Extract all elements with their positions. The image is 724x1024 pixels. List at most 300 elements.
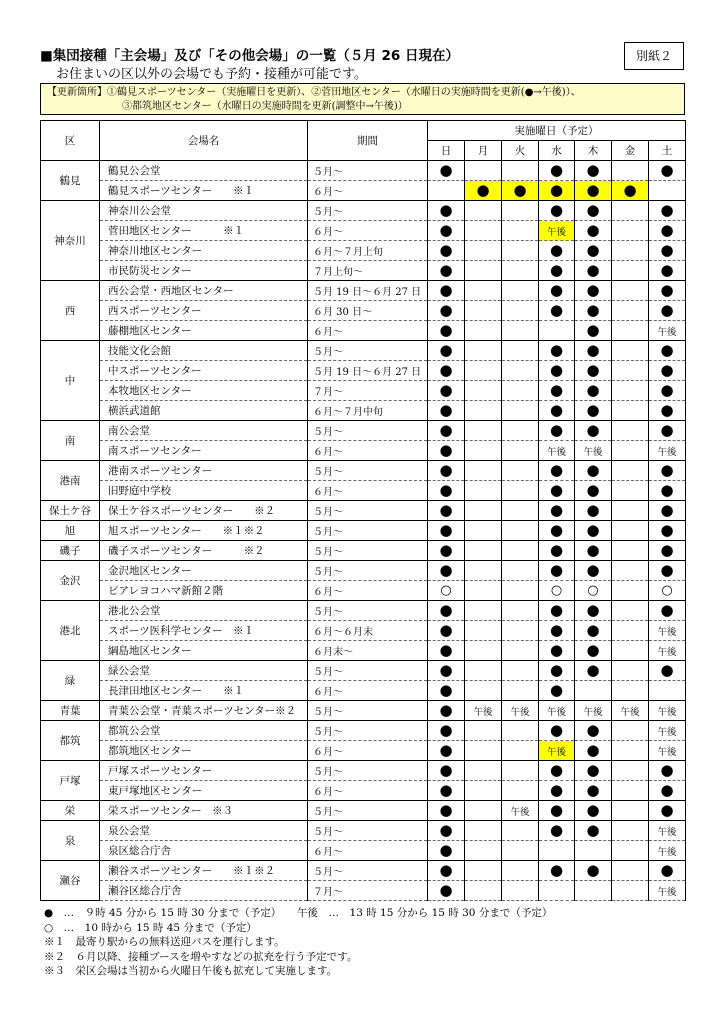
day-cell-mon: 午後 (465, 701, 502, 721)
day-cell-thu: ○ (575, 581, 612, 601)
day-cell-fri (612, 721, 649, 741)
period-cell: ６月末～ (308, 641, 428, 661)
ward-cell: 港北 (41, 601, 100, 661)
table-row (41, 641, 686, 661)
ward-cell: 神奈川 (41, 201, 100, 281)
period-cell: ６月～ (308, 321, 428, 341)
day-cell-wed (539, 321, 575, 341)
day-cell-thu: ● (575, 781, 612, 801)
day-cell-thu: ● (575, 161, 612, 181)
day-cell-wed: ● (539, 521, 575, 541)
day-cell-fri (612, 681, 649, 701)
day-cell-sun: ● (428, 361, 465, 381)
table-row (41, 201, 686, 221)
day-cell-wed: ● (539, 761, 575, 781)
day-cell-fri (612, 441, 649, 461)
day-cell-wed: ● (539, 161, 575, 181)
ward-cell: 瀬谷 (41, 861, 100, 901)
table-row (41, 741, 686, 761)
venue-cell: 東戸塚地区センター (100, 781, 308, 801)
day-cell-thu: ● (575, 381, 612, 401)
period-cell: ７月～ (308, 381, 428, 401)
day-cell-thu: ● (575, 261, 612, 281)
day-cell-tue (502, 261, 539, 281)
period-cell: ５月～ (308, 661, 428, 681)
day-cell-sat: ● (649, 601, 686, 621)
period-cell: ６月～７月上旬 (308, 241, 428, 261)
day-cell-sat: ● (649, 301, 686, 321)
header-day-sun: 日 (428, 141, 465, 161)
day-cell-sun: ● (428, 721, 465, 741)
venue-cell: 神奈川地区センター (100, 241, 308, 261)
day-cell-thu: ● (575, 281, 612, 301)
day-cell-fri (612, 341, 649, 361)
update-line-1 (47, 86, 678, 100)
venue-cell: 南公会堂 (100, 421, 308, 441)
day-cell-sat: 午後 (649, 701, 686, 721)
table-row (41, 681, 686, 701)
day-cell-fri (612, 201, 649, 221)
day-cell-sat: ● (649, 661, 686, 681)
day-cell-wed: ● (539, 421, 575, 441)
day-cell-mon (465, 361, 502, 381)
header-day-sat: 土 (649, 141, 686, 161)
day-cell-fri (612, 801, 649, 821)
day-cell-mon (465, 281, 502, 301)
table-row (41, 381, 686, 401)
day-cell-tue (502, 501, 539, 521)
day-cell-wed: ● (539, 601, 575, 621)
day-cell-fri (612, 521, 649, 541)
venue-table (40, 120, 686, 901)
update-label: 【更新箇所】 (47, 87, 107, 98)
day-cell-sun: ● (428, 441, 465, 461)
venue-cell: 金沢地区センター (100, 561, 308, 581)
day-cell-thu: ● (575, 461, 612, 481)
day-cell-fri (612, 741, 649, 761)
day-cell-fri (612, 461, 649, 481)
day-cell-thu (575, 681, 612, 701)
day-cell-wed: ● (539, 561, 575, 581)
day-cell-tue (502, 221, 539, 241)
day-cell-thu: ● (575, 761, 612, 781)
day-cell-sun: ● (428, 621, 465, 641)
day-cell-tue (502, 461, 539, 481)
day-cell-thu: ● (575, 401, 612, 421)
day-cell-thu: ● (575, 341, 612, 361)
day-cell-sat: ● (649, 561, 686, 581)
day-cell-tue (502, 821, 539, 841)
venue-cell: 南スポーツセンター (100, 441, 308, 461)
day-cell-fri (612, 781, 649, 801)
day-cell-sun: ● (428, 281, 465, 301)
day-cell-fri (612, 621, 649, 641)
venue-cell: 市民防災センター (100, 261, 308, 281)
day-cell-sun: ● (428, 741, 465, 761)
day-cell-sun: ● (428, 341, 465, 361)
day-cell-wed: 午後 (539, 701, 575, 721)
legend-item: ○ … 10 時から 15 時 45 分まで（予定） (44, 921, 257, 934)
day-cell-mon (465, 381, 502, 401)
venue-cell: 中スポーツセンター (100, 361, 308, 381)
table-row (41, 461, 686, 481)
day-cell-fri (612, 501, 649, 521)
day-cell-sun: ● (428, 481, 465, 501)
day-cell-tue (502, 601, 539, 621)
day-cell-tue (502, 861, 539, 881)
day-cell-thu: ● (575, 521, 612, 541)
period-cell: ５月～ (308, 701, 428, 721)
day-cell-sat: ● (649, 341, 686, 361)
venue-cell: ビアレヨコハマ新館２階 (100, 581, 308, 601)
table-header (41, 121, 686, 161)
venue-cell: 鶴見公会堂 (100, 161, 308, 181)
day-cell-mon (465, 521, 502, 541)
venue-cell: 神奈川公会堂 (100, 201, 308, 221)
day-cell-sat: 午後 (649, 741, 686, 761)
day-cell-mon (465, 321, 502, 341)
table-row (41, 521, 686, 541)
ward-cell: 南 (41, 421, 100, 461)
day-cell-wed (539, 841, 575, 861)
day-cell-sat: 午後 (649, 841, 686, 861)
day-cell-sun: ● (428, 861, 465, 881)
header-venue: 会場名 (100, 121, 308, 161)
period-cell: ６月～ (308, 681, 428, 701)
page-title: ■集団接種「主会場」及び「その他会場」の一覧（５月 26 日現在） (40, 48, 459, 64)
ward-cell: 中 (41, 341, 100, 421)
period-cell: ６月～ (308, 741, 428, 761)
period-cell: ５月～ (308, 721, 428, 741)
day-cell-mon (465, 201, 502, 221)
day-cell-thu: 午後 (575, 701, 612, 721)
day-cell-thu (575, 841, 612, 861)
day-cell-sun: ○ (428, 581, 465, 601)
table-row (41, 261, 686, 281)
period-cell: ６月～ (308, 581, 428, 601)
header-day-mon: 月 (465, 141, 502, 161)
period-cell: ７月～ (308, 881, 428, 901)
day-cell-tue (502, 541, 539, 561)
day-cell-fri (612, 281, 649, 301)
day-cell-wed: ○ (539, 581, 575, 601)
day-cell-tue (502, 301, 539, 321)
legend-item: ※２ ６月以降、接種ブースを増やすなどの拡充を行う予定です。 (44, 950, 358, 963)
ward-cell: 旭 (41, 521, 100, 541)
period-cell: ５月～ (308, 461, 428, 481)
day-cell-mon (465, 841, 502, 861)
day-cell-mon (465, 301, 502, 321)
legend-item: ※３ 栄区会場は当初から火曜日午後も拡充して実施します。 (44, 965, 338, 977)
day-cell-wed: ● (539, 541, 575, 561)
table-row (41, 501, 686, 521)
day-cell-wed: ● (539, 301, 575, 321)
day-cell-wed: ● (539, 861, 575, 881)
day-cell-wed: ● (539, 781, 575, 801)
venue-cell: 瀬谷区総合庁舎 (100, 881, 308, 901)
day-cell-sun: ● (428, 241, 465, 261)
venue-cell: 青葉公会堂・青葉スポーツセンター※２ (100, 701, 308, 721)
day-cell-tue (502, 381, 539, 401)
day-cell-mon (465, 461, 502, 481)
day-cell-fri (612, 321, 649, 341)
day-cell-mon (465, 581, 502, 601)
day-cell-mon (465, 781, 502, 801)
day-cell-sun: ● (428, 541, 465, 561)
venue-cell: 長津田地区センター ※１ (100, 681, 308, 701)
day-cell-tue (502, 581, 539, 601)
update-line-2: ③都筑地区センター（水曜日の実施時間を更新(調整中→午後)） (122, 101, 408, 112)
day-cell-sun: ● (428, 401, 465, 421)
day-cell-mon (465, 621, 502, 641)
period-cell: ７月上旬～ (308, 261, 428, 281)
day-cell-mon (465, 741, 502, 761)
day-cell-fri (612, 421, 649, 441)
day-cell-fri (612, 821, 649, 841)
period-cell: ６月～ (308, 841, 428, 861)
table-row (41, 481, 686, 501)
period-cell: ６月～ (308, 781, 428, 801)
day-cell-tue (502, 341, 539, 361)
day-cell-sat: 午後 (649, 881, 686, 901)
day-cell-wed: ● (539, 721, 575, 741)
day-cell-sun: ● (428, 201, 465, 221)
period-cell: ５月～ (308, 801, 428, 821)
venue-cell: 技能文化会館 (100, 341, 308, 361)
day-cell-tue: ● (502, 181, 539, 201)
day-cell-tue (502, 321, 539, 341)
day-cell-thu: ● (575, 721, 612, 741)
day-cell-sun: ● (428, 321, 465, 341)
day-cell-fri: ● (612, 181, 649, 201)
ward-cell: 栄 (41, 801, 100, 821)
day-cell-sun (428, 181, 465, 201)
day-cell-thu: ● (575, 361, 612, 381)
day-cell-wed: ● (539, 381, 575, 401)
day-cell-wed: ● (539, 261, 575, 281)
venue-cell: 旧野庭中学校 (100, 481, 308, 501)
day-cell-tue (502, 401, 539, 421)
day-cell-thu: ● (575, 821, 612, 841)
day-cell-mon (465, 541, 502, 561)
day-cell-sun: ● (428, 601, 465, 621)
table-row (41, 281, 686, 301)
day-cell-tue (502, 761, 539, 781)
day-cell-sat: ● (649, 501, 686, 521)
day-cell-sun: ● (428, 881, 465, 901)
day-cell-wed: 午後 (539, 441, 575, 461)
day-cell-thu: ● (575, 661, 612, 681)
venue-cell: 藤棚地区センター (100, 321, 308, 341)
day-cell-tue (502, 641, 539, 661)
day-cell-sun: ● (428, 521, 465, 541)
table-row (41, 421, 686, 441)
period-cell: ６月～７月中旬 (308, 401, 428, 421)
attachment-badge: 別紙２ (624, 42, 684, 70)
table-row (41, 841, 686, 861)
table-row (41, 701, 686, 721)
period-cell: ５月～ (308, 861, 428, 881)
day-cell-wed (539, 881, 575, 901)
update-text-1: ①鶴見スポーツセンター（実施曜日を更新）、②菅田地区センター（水曜日の実施時間を更新(●→午後)）、 (107, 87, 581, 98)
day-cell-thu: ● (575, 321, 612, 341)
table-row (41, 561, 686, 581)
day-cell-wed: ● (539, 481, 575, 501)
day-cell-wed: ● (539, 361, 575, 381)
day-cell-sat: ● (649, 361, 686, 381)
period-cell: ６月～６月末 (308, 621, 428, 641)
day-cell-tue (502, 621, 539, 641)
period-cell: ５月～ (308, 521, 428, 541)
day-cell-tue (502, 241, 539, 261)
table-row (41, 361, 686, 381)
period-cell: ５月 19 日～６月 27 日 (308, 281, 428, 301)
day-cell-tue (502, 721, 539, 741)
day-cell-thu: ● (575, 601, 612, 621)
day-cell-wed: ● (539, 821, 575, 841)
table-row (41, 581, 686, 601)
day-cell-wed: ● (539, 621, 575, 641)
day-cell-sat: ● (649, 861, 686, 881)
day-cell-mon (465, 341, 502, 361)
day-cell-fri (612, 641, 649, 661)
day-cell-mon (465, 161, 502, 181)
day-cell-sat: 午後 (649, 721, 686, 741)
day-cell-mon (465, 401, 502, 421)
table-row (41, 881, 686, 901)
period-cell: ５月～ (308, 561, 428, 581)
day-cell-thu: ● (575, 301, 612, 321)
period-cell: ６月～ (308, 441, 428, 461)
day-cell-sun: ● (428, 461, 465, 481)
day-cell-mon (465, 261, 502, 281)
venue-cell: 瀬谷スポーツセンター ※１※２ (100, 861, 308, 881)
day-cell-thu: ● (575, 801, 612, 821)
day-cell-mon (465, 801, 502, 821)
day-cell-tue (502, 681, 539, 701)
day-cell-mon (465, 821, 502, 841)
venue-cell: 港南スポーツセンター (100, 461, 308, 481)
ward-cell: 都筑 (41, 721, 100, 761)
day-cell-fri (612, 861, 649, 881)
day-cell-fri (612, 561, 649, 581)
venue-cell: 港北公会堂 (100, 601, 308, 621)
day-cell-sat: ● (649, 461, 686, 481)
day-cell-sun: ● (428, 261, 465, 281)
period-cell: ６月～ (308, 181, 428, 201)
day-cell-mon (465, 721, 502, 741)
header-period: 期間 (308, 121, 428, 161)
period-cell: ６月～ (308, 481, 428, 501)
table-row (41, 181, 686, 201)
day-cell-sun: ● (428, 561, 465, 581)
day-cell-fri: 午後 (612, 701, 649, 721)
day-cell-sat: ● (649, 421, 686, 441)
table-row (41, 441, 686, 461)
day-cell-mon (465, 481, 502, 501)
day-cell-wed: ● (539, 501, 575, 521)
header-day-tue: 火 (502, 141, 539, 161)
day-cell-mon (465, 761, 502, 781)
day-cell-fri (612, 881, 649, 901)
venue-cell: 菅田地区センター ※１ (100, 221, 308, 241)
ward-cell: 金沢 (41, 561, 100, 601)
table-row (41, 761, 686, 781)
day-cell-mon (465, 681, 502, 701)
day-cell-sat: ● (649, 781, 686, 801)
table-row (41, 861, 686, 881)
day-cell-fri (612, 761, 649, 781)
day-cell-sun: ● (428, 301, 465, 321)
day-cell-mon (465, 421, 502, 441)
ward-cell: 青葉 (41, 701, 100, 721)
ward-cell: 西 (41, 281, 100, 341)
venue-cell: 西スポーツセンター (100, 301, 308, 321)
day-cell-sun: ● (428, 681, 465, 701)
period-cell: ５月 19 日～６月 27 日 (308, 361, 428, 381)
day-cell-sun: ● (428, 641, 465, 661)
day-cell-fri (612, 601, 649, 621)
day-cell-thu: ● (575, 621, 612, 641)
table-row (41, 821, 686, 841)
ward-cell: 保土ケ谷 (41, 501, 100, 521)
day-cell-sun: ● (428, 781, 465, 801)
ward-cell: 鶴見 (41, 161, 100, 201)
header-days-group: 実施曜日（予定） (428, 121, 686, 141)
day-cell-thu: ● (575, 561, 612, 581)
day-cell-wed: ● (539, 661, 575, 681)
day-cell-sun: ● (428, 381, 465, 401)
day-cell-sun: ● (428, 421, 465, 441)
day-cell-mon (465, 441, 502, 461)
update-notice (40, 83, 685, 115)
day-cell-thu: ● (575, 501, 612, 521)
day-cell-thu: ● (575, 541, 612, 561)
day-cell-sat: ● (649, 521, 686, 541)
venue-cell: 綱島地区センター (100, 641, 308, 661)
day-cell-sat: ● (649, 401, 686, 421)
day-cell-sun: ● (428, 501, 465, 521)
day-cell-mon (465, 501, 502, 521)
venue-cell: 泉公会堂 (100, 821, 308, 841)
day-cell-thu: ● (575, 181, 612, 201)
day-cell-sat: ● (649, 761, 686, 781)
table-row (41, 781, 686, 801)
day-cell-tue (502, 361, 539, 381)
day-cell-sun: ● (428, 761, 465, 781)
day-cell-sun: ● (428, 821, 465, 841)
day-cell-wed: ● (539, 181, 575, 201)
day-cell-sun: ● (428, 701, 465, 721)
day-cell-thu: ● (575, 741, 612, 761)
table-row (41, 661, 686, 681)
day-cell-wed: ● (539, 641, 575, 661)
venue-cell: 戸塚スポーツセンター (100, 761, 308, 781)
day-cell-fri (612, 381, 649, 401)
venue-cell: 横浜武道館 (100, 401, 308, 421)
table-row (41, 161, 686, 181)
day-cell-mon (465, 861, 502, 881)
ward-cell: 緑 (41, 661, 100, 701)
day-cell-tue (502, 281, 539, 301)
table-row (41, 541, 686, 561)
day-cell-sat: ● (649, 261, 686, 281)
day-cell-fri (612, 221, 649, 241)
day-cell-wed: ● (539, 401, 575, 421)
day-cell-sat: 午後 (649, 641, 686, 661)
ward-cell: 泉 (41, 821, 100, 861)
table-row (41, 241, 686, 261)
